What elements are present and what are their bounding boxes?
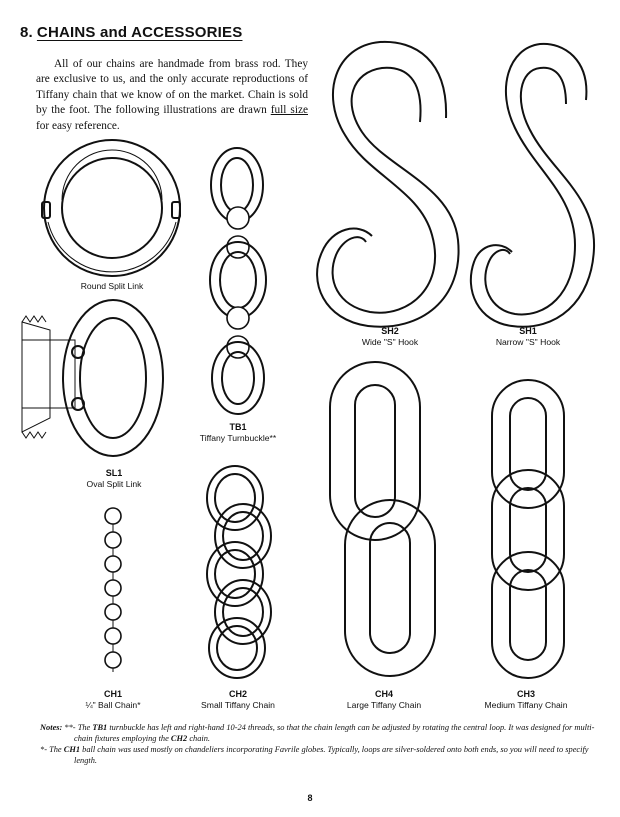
item-code: TB1 <box>229 422 247 432</box>
item-code: SH1 <box>519 326 537 336</box>
intro-text: All of our chains are handmade from brass rod. They are exclusive to us, and the only accurate reproductions of Tiffany chain that we know of on the market. Chain is sold by the foot. The following illustrations are drawn <box>36 58 308 117</box>
note-text: chain. <box>187 734 211 743</box>
note-code: CH2 <box>170 734 188 743</box>
note-marker: **- <box>64 723 76 732</box>
page-number: 8 <box>307 793 313 803</box>
large-tiffany-chain-illustration <box>330 362 435 676</box>
note-marker: *- <box>40 745 47 754</box>
note-turnbuckle <box>40 722 605 744</box>
item-name: Medium Tiffany Chain <box>484 700 568 710</box>
note-ball-chain <box>40 744 605 766</box>
tiffany-turnbuckle-illustration <box>210 148 266 414</box>
wide-s-hook-illustration <box>317 42 458 327</box>
notes-label: Notes: <box>40 723 63 732</box>
item-name: Tiffany Turnbuckle** <box>199 433 277 443</box>
notes-block <box>40 722 605 766</box>
oval-split-link-illustration <box>22 300 163 456</box>
item-name: Round Split Link <box>80 281 144 291</box>
section-number: 8. <box>20 24 33 41</box>
ball-chain-illustration <box>105 508 121 672</box>
note-text: turnbuckle has left and right-hand 10-24 threads, so that the chain length can be adjusted by rotating the central loop. It was designed for multi-chain fixtures employing the <box>74 723 595 743</box>
item-code: CH1 <box>103 689 122 699</box>
round-split-link-illustration <box>42 140 180 276</box>
intro-underlined-text: full size <box>270 104 308 117</box>
item-code: CH4 <box>374 689 393 699</box>
item-name: Large Tiffany Chain <box>346 700 422 710</box>
caption-sh2 <box>362 326 418 348</box>
note-text: ball chain was used mostly on chandeliers incorporating Favrile globes. Typically, loops are silver-soldered onto both ends, so you will need to specify length. <box>74 745 589 765</box>
item-code: SH2 <box>381 326 399 336</box>
item-name: Small Tiffany Chain <box>201 700 275 710</box>
caption-sh1 <box>496 326 560 348</box>
item-name: ¼" Ball Chain* <box>85 700 141 710</box>
caption-sl1 <box>87 468 142 490</box>
item-code: CH3 <box>516 689 535 699</box>
narrow-s-hook-illustration <box>471 44 594 327</box>
medium-tiffany-chain-illustration <box>492 380 564 678</box>
caption-ch1 <box>85 689 140 711</box>
caption-ch4 <box>347 689 421 711</box>
small-tiffany-chain-illustration <box>207 466 271 678</box>
intro-text-end: for easy reference. <box>36 119 120 132</box>
note-text: The <box>75 723 93 732</box>
caption-tb1 <box>200 422 276 444</box>
note-text: The <box>46 745 64 754</box>
item-code: CH2 <box>228 689 248 699</box>
section-title: CHAINS and ACCESSORIES <box>36 24 243 41</box>
caption-ch3 <box>485 689 568 711</box>
note-code: TB1 <box>92 723 108 732</box>
caption-round-split-link <box>81 281 144 292</box>
caption-ch2 <box>201 689 275 711</box>
item-name: Wide "S" Hook <box>361 337 419 347</box>
item-name: Oval Split Link <box>86 479 142 489</box>
item-name: Narrow "S" Hook <box>495 337 561 347</box>
item-code: SL1 <box>105 468 123 478</box>
note-code: CH1 <box>63 745 81 754</box>
